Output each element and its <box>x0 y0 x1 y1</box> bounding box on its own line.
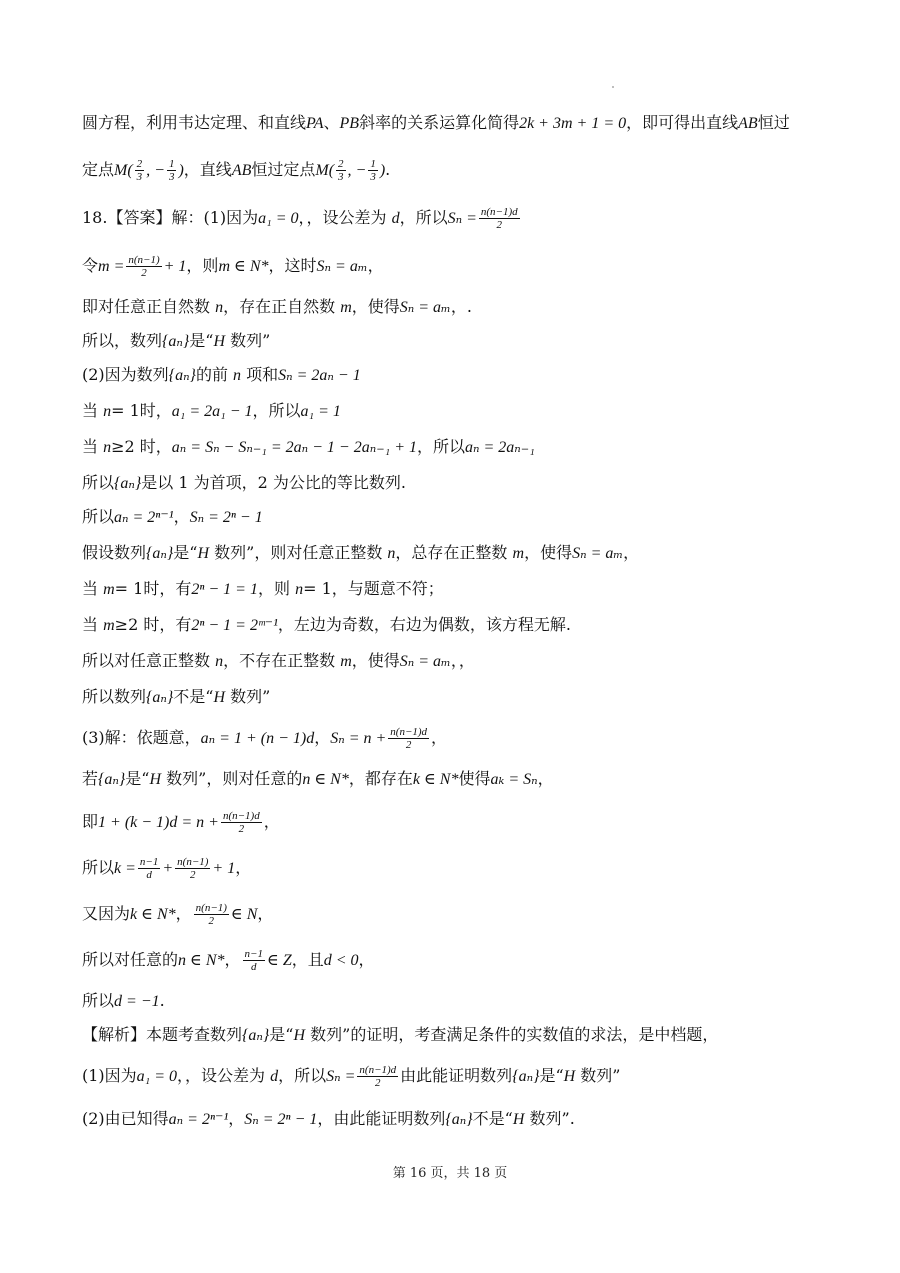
text-run: 当 <box>82 401 104 420</box>
math-expression: AB <box>738 115 758 132</box>
text-line <box>82 436 840 459</box>
fraction <box>479 206 520 231</box>
fraction <box>194 902 229 927</box>
text-run: ， <box>263 812 280 831</box>
text-run: 所以 <box>82 858 115 877</box>
text-run: (3)解：依题意， <box>82 728 201 747</box>
text-run: ，不存在正整数 <box>223 651 341 670</box>
fraction-denominator: 2 <box>208 915 215 927</box>
text-line <box>82 614 840 637</box>
math-expression: H <box>213 689 226 706</box>
text-line <box>82 472 840 495</box>
text-run: . <box>385 160 391 179</box>
math-expression: Sₙ = <box>326 1068 356 1085</box>
math-expression: AB <box>231 162 252 179</box>
text-line <box>82 650 840 673</box>
math-expression: n <box>103 439 112 456</box>
math-expression: H <box>213 333 226 350</box>
text-line <box>82 856 840 881</box>
text-line <box>82 726 840 751</box>
math-expression: ) <box>379 162 386 179</box>
text-run: 数列”. <box>524 1109 575 1128</box>
math-expression: n <box>387 545 396 562</box>
text-run: ，使得 <box>351 651 400 670</box>
text-run: ，由此能证明数列 <box>317 1109 446 1128</box>
math-expression: k ∈ N* <box>412 771 459 788</box>
fraction-numerator: n(n−1)d <box>480 206 518 218</box>
text-run: ，都存在 <box>348 769 413 788</box>
math-expression: 2ⁿ − 1 = 2ᵐ⁻¹ <box>191 617 278 634</box>
text-run: ，，设公差为 <box>298 208 392 227</box>
fraction-denominator: 2 <box>238 823 245 835</box>
math-expression: n <box>103 403 112 420</box>
text-run: 当 <box>82 615 104 634</box>
fraction-numerator: n(n−1)d <box>359 1064 397 1076</box>
text-run: 圆方程，利用韦达定理、和直线 <box>82 113 307 132</box>
text-line <box>82 400 840 423</box>
fraction-numerator: n(n−1)d <box>390 726 428 738</box>
text-line <box>82 1064 840 1089</box>
fraction <box>243 948 265 973</box>
math-expression: {aₙ} <box>168 367 196 384</box>
math-expression: {aₙ} <box>445 1111 473 1128</box>
math-expression: ∈ N <box>230 906 258 923</box>
text-run: ，所以 <box>252 401 301 420</box>
text-run: ，这时 <box>268 256 317 275</box>
fraction-denominator: 2 <box>375 1077 381 1089</box>
text-run: 当 <box>82 579 104 598</box>
text-run: ，总存在正整数 <box>395 543 513 562</box>
text-run: 当 <box>82 437 104 456</box>
math-expression: {aₙ} <box>114 475 142 492</box>
text-run: ，左边为奇数，右边为偶数，该方程无解. <box>277 615 571 634</box>
text-line <box>82 686 840 709</box>
text-run: (2)由已知得 <box>82 1109 169 1128</box>
text-run: 是“ <box>173 543 198 562</box>
math-expression: n ∈ N* <box>178 952 225 969</box>
math-expression: H <box>563 1068 576 1085</box>
math-expression: Sₙ = 2ⁿ − 1 <box>244 1111 318 1128</box>
math-expression: m ∈ N* <box>218 258 269 275</box>
text-run: ，存在正自然数 <box>223 297 341 316</box>
text-run: ， <box>431 728 448 747</box>
text-run: 数列”的证明，考查满足条件的实数值的求法，是中档题， <box>305 1025 719 1044</box>
text-run: 不是“ <box>472 1109 513 1128</box>
math-expression: aₖ = Sₙ <box>490 771 538 788</box>
math-expression: aₙ = 1 + (n − 1)d <box>200 730 315 747</box>
text-run: 即对任意正自然数 <box>82 297 216 316</box>
math-expression: Sₙ = aₘ <box>572 545 624 562</box>
text-run: 数列” <box>225 687 271 706</box>
text-line <box>82 1108 840 1131</box>
math-expression: 2k + 3m + 1 = 0 <box>519 115 627 132</box>
fraction-numerator: 1 <box>370 158 376 170</box>
math-expression: H <box>197 545 210 562</box>
math-expression: , − <box>347 162 367 179</box>
text-run: 是“ <box>125 769 150 788</box>
math-expression: , − <box>146 162 165 179</box>
math-expression: aₙ = Sₙ − Sₙ₋₁ = 2aₙ − 1 − 2aₙ₋₁ + 1 <box>171 439 417 456</box>
text-run: ， <box>314 728 331 747</box>
math-expression: d = −1 <box>114 993 160 1010</box>
fraction-numerator: 2 <box>338 158 344 170</box>
math-expression: m <box>103 617 115 634</box>
text-run: ，直线 <box>183 160 232 179</box>
fraction-denominator: 3 <box>338 171 344 183</box>
text-run: 又因为 <box>82 904 131 923</box>
text-run: ， <box>175 904 192 923</box>
math-expression: {aₙ} <box>98 771 126 788</box>
text-run: ， <box>623 543 640 562</box>
math-expression: n ∈ N* <box>302 771 349 788</box>
text-run: 所以数列 <box>82 687 147 706</box>
text-run: ，， <box>450 651 475 670</box>
math-expression: Sₙ = aₘ <box>399 299 451 316</box>
math-expression: m <box>103 581 115 598</box>
text-run: 所以对任意的 <box>82 950 179 969</box>
text-run: 【解析】本题考查数列 <box>82 1025 243 1044</box>
math-expression: m <box>512 545 525 562</box>
math-expression: H <box>293 1027 306 1044</box>
text-line <box>82 948 840 973</box>
text-run: 令 <box>82 256 99 275</box>
text-line <box>82 330 840 353</box>
fraction-numerator: n(n−1) <box>128 254 160 266</box>
text-line <box>82 810 840 835</box>
math-expression: ) <box>178 162 184 179</box>
fraction <box>138 856 160 881</box>
math-expression: {aₙ} <box>162 333 190 350</box>
fraction <box>175 856 210 881</box>
text-line <box>82 206 840 231</box>
fraction-numerator: 1 <box>168 158 175 170</box>
text-line <box>82 578 840 601</box>
text-run: 所以，数列 <box>82 331 163 350</box>
text-run: 数列”，则对任意的 <box>161 769 303 788</box>
text-line <box>82 296 840 319</box>
fraction <box>388 726 429 751</box>
math-expression: Sₙ = <box>447 210 477 227</box>
math-expression: d <box>391 210 400 227</box>
text-run: ，所以 <box>399 208 448 227</box>
text-line <box>82 254 840 279</box>
text-run: ， <box>537 769 554 788</box>
text-run: ， <box>228 1109 245 1128</box>
math-expression: + <box>162 860 174 877</box>
text-run: 项和 <box>241 365 279 384</box>
fraction <box>135 158 145 183</box>
text-run: 斜率的关系运算化简得 <box>359 113 520 132</box>
fraction-denominator: 2 <box>190 869 196 881</box>
text-line <box>82 112 840 135</box>
math-expression: Sₙ = 2aₙ − 1 <box>278 367 361 384</box>
fraction-numerator: n(n−1) <box>177 856 209 868</box>
math-expression: 1 + (k − 1)d = n + <box>98 814 219 831</box>
text-run: 所以 <box>82 473 115 492</box>
text-run: ，所以 <box>417 437 466 456</box>
text-run: ，使得 <box>351 297 400 316</box>
math-expression: n <box>215 299 224 316</box>
fraction-numerator: n−1 <box>244 948 263 960</box>
math-expression: a₁ = 0 <box>258 210 299 227</box>
fraction <box>368 158 378 183</box>
text-run: ，则 <box>186 256 219 275</box>
text-run: 是“ <box>539 1066 564 1085</box>
math-expression: H <box>512 1111 525 1128</box>
text-line <box>82 990 840 1013</box>
math-expression: + 1 <box>212 860 236 877</box>
text-run: = 1，与题意不符； <box>303 579 444 598</box>
text-run: 所以对任意正整数 <box>82 651 216 670</box>
math-expression: d < 0 <box>323 952 359 969</box>
math-expression: aₙ = 2ⁿ⁻¹ <box>114 509 174 526</box>
fraction-denominator: 2 <box>496 219 502 231</box>
text-run: 的前 <box>195 365 234 384</box>
text-run: = 1时， <box>111 401 172 420</box>
text-run: 恒过定点 <box>251 160 316 179</box>
text-line <box>82 506 840 529</box>
math-expression: m <box>340 653 352 670</box>
fraction <box>357 1064 398 1089</box>
math-expression: + 1 <box>163 258 187 275</box>
fraction-denominator: 2 <box>141 267 147 279</box>
scan-speck <box>612 86 614 88</box>
math-expression: k ∈ N* <box>130 906 176 923</box>
math-expression: M( <box>114 162 133 179</box>
math-expression: {aₙ} <box>146 689 174 706</box>
math-expression: {aₙ} <box>146 545 174 562</box>
text-run: 所以 <box>82 507 115 526</box>
fraction <box>126 254 161 279</box>
text-run: ，则 <box>257 579 296 598</box>
math-expression: {aₙ} <box>512 1068 540 1085</box>
math-expression: 2ⁿ − 1 = 1 <box>191 581 258 598</box>
text-run: ， <box>358 950 375 969</box>
text-run: 由此能证明数列 <box>400 1066 513 1085</box>
text-line <box>82 364 840 387</box>
page-footer: 第 16 页，共 18 页 <box>392 1166 508 1181</box>
text-run: ， <box>257 904 274 923</box>
math-expression: Sₙ = aₘ <box>316 258 368 275</box>
text-run: ≥2 时， <box>111 437 172 456</box>
fraction-denominator: 3 <box>168 171 175 183</box>
math-expression: m <box>340 299 352 316</box>
math-expression: aₙ = 2ⁿ⁻¹ <box>168 1111 229 1128</box>
math-expression: Sₙ = aₘ <box>399 653 451 670</box>
fraction-numerator: n−1 <box>139 856 159 868</box>
math-expression: a₁ = 1 <box>300 403 341 420</box>
text-line <box>82 768 840 791</box>
text-run: ， <box>367 256 384 275</box>
text-line <box>82 542 840 565</box>
text-run: 是“ <box>189 331 214 350</box>
text-run: = 1时，有 <box>114 579 192 598</box>
text-run: ，所以 <box>278 1066 327 1085</box>
fraction <box>336 158 346 183</box>
fraction-numerator: 2 <box>136 158 143 170</box>
math-expression: {aₙ} <box>242 1027 270 1044</box>
fraction-numerator: n(n−1)d <box>222 810 260 822</box>
text-run: 若 <box>82 769 99 788</box>
text-run: ， <box>235 858 252 877</box>
text-run: ，即可得出直线 <box>626 113 739 132</box>
math-expression: a₁ = 2a₁ − 1 <box>171 403 253 420</box>
fraction-numerator: n(n−1) <box>195 902 227 914</box>
text-run: (2)因为数列 <box>82 365 169 384</box>
text-run: 即 <box>82 812 99 831</box>
fraction <box>221 810 262 835</box>
math-expression: d <box>270 1068 279 1085</box>
text-run: (1)因为 <box>82 1066 137 1085</box>
math-expression: ∈ Z <box>266 952 292 969</box>
text-run: 恒过 <box>757 113 790 132</box>
text-run: 使得 <box>458 769 491 788</box>
text-run: ， <box>173 507 190 526</box>
math-expression: H <box>149 771 162 788</box>
math-expression: Sₙ = 2ⁿ − 1 <box>189 509 263 526</box>
math-expression: PB <box>339 115 360 132</box>
text-run: 不是“ <box>173 687 214 706</box>
text-run: 、 <box>323 113 340 132</box>
fraction-denominator: 2 <box>405 739 412 751</box>
text-run: 18.【答案】解：(1)因为 <box>82 208 259 227</box>
text-line <box>82 158 840 183</box>
text-run: 数列” <box>575 1066 621 1085</box>
text-run: 假设数列 <box>82 543 147 562</box>
math-expression: aₙ = 2aₙ₋₁ <box>465 439 535 456</box>
text-line <box>82 902 840 927</box>
fraction-denominator: d <box>146 869 152 881</box>
math-expression: Sₙ = n + <box>330 730 387 747</box>
fraction-denominator: d <box>251 961 257 973</box>
math-expression: k = <box>114 860 136 877</box>
text-run: . <box>159 991 165 1010</box>
math-expression: PA <box>306 115 324 132</box>
math-expression: M( <box>315 162 335 179</box>
math-expression: a₁ = 0 <box>136 1068 178 1085</box>
math-expression: n <box>295 581 304 598</box>
text-run: ，. <box>450 297 472 316</box>
text-run: ， <box>224 950 241 969</box>
text-run: ，且 <box>291 950 324 969</box>
text-run: 数列”，则对任意正整数 <box>209 543 388 562</box>
text-run: 是以 1 为首项，2 为公比的等比数列. <box>141 473 407 492</box>
text-run: ，，设公差为 <box>177 1066 271 1085</box>
fraction <box>167 158 177 183</box>
text-line <box>82 1024 840 1047</box>
text-run: ，使得 <box>524 543 573 562</box>
text-run: 定点 <box>82 160 115 179</box>
text-run: 是“ <box>269 1025 294 1044</box>
math-expression: m = <box>98 258 125 275</box>
text-run: 数列” <box>225 331 271 350</box>
fraction-denominator: 3 <box>370 171 376 183</box>
math-expression: n <box>215 653 224 670</box>
fraction-denominator: 3 <box>136 171 143 183</box>
text-run: 所以 <box>82 991 115 1010</box>
math-expression: n <box>233 367 242 384</box>
text-run: ≥2 时，有 <box>114 615 192 634</box>
